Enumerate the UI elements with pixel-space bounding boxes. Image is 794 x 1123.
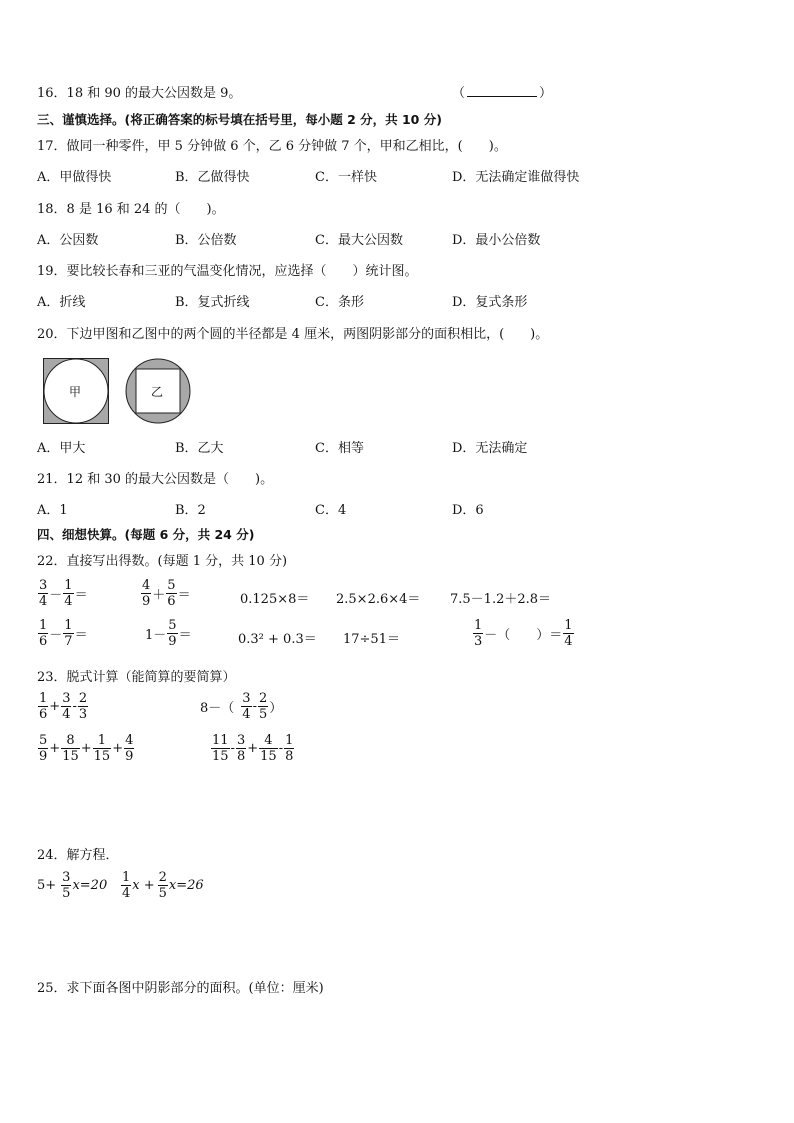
q22-expr-6: $\frac{1}{6}$ － $\frac{1}{7}$ ＝ — [39, 618, 88, 649]
q20-stem: 20．下边甲图和乙图中的两个圆的半径都是 4 厘米，两图阴影部分的面积相比，( )。 — [37, 327, 549, 342]
fraction: $\frac{1}{4}$ — [564, 618, 573, 649]
q20-option-c[interactable]: C．相等 — [315, 441, 364, 456]
section3-title: 三、谨慎选择。(将正确答案的标号填在括号里，每小题 2 分，共 10 分) — [37, 112, 442, 127]
fraction: $\frac{1}{4}$ — [64, 578, 73, 609]
q16-paren-right: ） — [539, 86, 553, 101]
q21-option-d[interactable]: D．6 — [452, 503, 484, 518]
q24-equation-2: $\frac{1}{4}$ x + $\frac{2}{5}$ x=26 — [122, 870, 204, 901]
q21-option-c[interactable]: C．4 — [315, 503, 347, 518]
q18-stem: 18．8 是 16 和 24 的（ )。 — [37, 202, 225, 217]
fraction: $\frac{3}{4}$ — [242, 691, 251, 722]
fraction: $\frac{3}{8}$ — [236, 733, 246, 764]
fraction: $\frac{1}{6}$ — [39, 691, 48, 722]
q21-option-b[interactable]: B．2 — [175, 503, 206, 518]
fraction: $\frac{4}{9}$ — [125, 733, 134, 764]
q22-stem: 22．直接写出得数。(每题 1 分，共 10 分) — [37, 554, 288, 569]
q22-expr-3: 0.125×8＝ — [240, 592, 310, 607]
fraction: $\frac{1}{15}$ — [93, 733, 111, 764]
q23-expr-d: $\frac{11}{15}$ - $\frac{3}{8}$ + $\frac{4}{15}$ - $\frac{1}{8}$ — [212, 733, 294, 764]
q24-stem: 24．解方程． — [37, 848, 119, 863]
fraction: $\frac{1}{4}$ — [122, 870, 131, 901]
q20-option-a[interactable]: A．甲大 — [37, 441, 86, 456]
fraction: $\frac{3}{4}$ — [39, 578, 48, 609]
q22-expr-4: 2.5×2.6×4＝ — [336, 592, 421, 607]
q19-stem: 19．要比较长春和三亚的气温变化情况，应选择（ ）统计图。 — [37, 264, 418, 279]
q22-expr-8: 0.3² + 0.3＝ — [238, 632, 317, 647]
q17-option-a[interactable]: A．甲做得快 — [37, 170, 112, 185]
fraction: $\frac{1}{7}$ — [64, 618, 73, 649]
q24-equation-1: 5+ $\frac{3}{5}$ x=20 — [37, 870, 108, 901]
fraction: $\frac{2}{3}$ — [78, 691, 88, 722]
q19-option-b[interactable]: B．复式折线 — [175, 295, 250, 310]
q17-option-d[interactable]: D．无法确定谁做得快 — [452, 170, 580, 185]
fraction: $\frac{5}{9}$ — [168, 618, 177, 649]
fraction: $\frac{8}{15}$ — [62, 733, 79, 764]
q18-option-d[interactable]: D．最小公倍数 — [452, 233, 541, 248]
fraction: $\frac{1}{6}$ — [39, 618, 48, 649]
q19-option-d[interactable]: D．复式条形 — [452, 295, 528, 310]
fraction: $\frac{4}{15}$ — [260, 733, 277, 764]
q17-option-b[interactable]: B．乙做得快 — [175, 170, 250, 185]
q19-option-a[interactable]: A．折线 — [37, 295, 86, 310]
fraction: $\frac{4}{9}$ — [142, 578, 151, 609]
q23-expr-a: $\frac{1}{6}$ + $\frac{3}{4}$ - $\frac{2}{3}$ — [39, 691, 88, 722]
q22-expr-5: 7.5－1.2＋2.8＝ — [450, 592, 552, 607]
q21-stem: 21．12 和 30 的最大公因数是（ )。 — [37, 472, 274, 487]
figure-yi-label: 乙 — [151, 385, 164, 399]
fraction: $\frac{3}{5}$ — [62, 870, 71, 901]
fraction: $\frac{3}{4}$ — [62, 691, 71, 722]
figure-jia-label: 甲 — [69, 385, 82, 399]
figure-yi — [125, 358, 191, 424]
fraction: $\frac{2}{5}$ — [158, 870, 167, 901]
fraction: $\frac{11}{15}$ — [212, 733, 229, 764]
q18-option-b[interactable]: B．公倍数 — [175, 233, 237, 248]
fraction: $\frac{5}{9}$ — [39, 733, 48, 764]
figure-jia — [43, 358, 109, 424]
q23-expr-b: 8－（ $\frac{3}{4}$ - $\frac{2}{5}$ ） — [200, 691, 283, 722]
q22-expr-9: 17÷51＝ — [343, 632, 400, 647]
fraction: $\frac{5}{6}$ — [167, 578, 176, 609]
q16-blank[interactable] — [467, 84, 537, 97]
q18-option-c[interactable]: C．最大公因数 — [315, 233, 403, 248]
q22-expr-2: $\frac{4}{9}$ ＋ $\frac{5}{6}$ ＝ — [142, 578, 191, 609]
fraction: $\frac{2}{5}$ — [258, 691, 268, 722]
q22-expr-10: $\frac{1}{3}$ －（ ）＝ $\frac{1}{4}$ — [474, 618, 573, 649]
fraction: $\frac{1}{3}$ — [474, 618, 483, 649]
q17-stem: 17．做同一种零件，甲 5 分钟做 6 个，乙 6 分钟做 7 个，甲和乙相比，( )。 — [37, 139, 507, 154]
q17-option-c[interactable]: C．一样快 — [315, 170, 377, 185]
fraction: $\frac{1}{8}$ — [285, 733, 294, 764]
q20-option-d[interactable]: D．无法确定 — [452, 441, 528, 456]
section4-title: 四、细想快算。(每题 6 分，共 24 分) — [37, 527, 255, 542]
q16-answer-box[interactable] — [452, 82, 552, 101]
q16-text: 16．18 和 90 的最大公因数是 9。 — [37, 86, 242, 101]
q20-option-b[interactable]: B．乙大 — [175, 441, 224, 456]
q22-expr-1: $\frac{3}{4}$ － $\frac{1}{4}$ ＝ — [39, 578, 88, 609]
q19-option-c[interactable]: C．条形 — [315, 295, 364, 310]
q23-stem: 23．脱式计算（能简算的要简算） — [37, 670, 236, 685]
q22-expr-7: 1－ $\frac{5}{9}$ ＝ — [145, 618, 192, 649]
q25-stem: 25．求下面各图中阴影部分的面积。(单位：厘米) — [37, 981, 324, 996]
q18-option-a[interactable]: A．公因数 — [37, 233, 99, 248]
q23-expr-c: $\frac{5}{9}$ + $\frac{8}{15}$ + $\frac{1}{15}$ + $\frac{4}{9}$ — [39, 733, 134, 764]
q21-option-a[interactable]: A．1 — [37, 503, 68, 518]
q16-paren-left: （ — [452, 86, 466, 101]
